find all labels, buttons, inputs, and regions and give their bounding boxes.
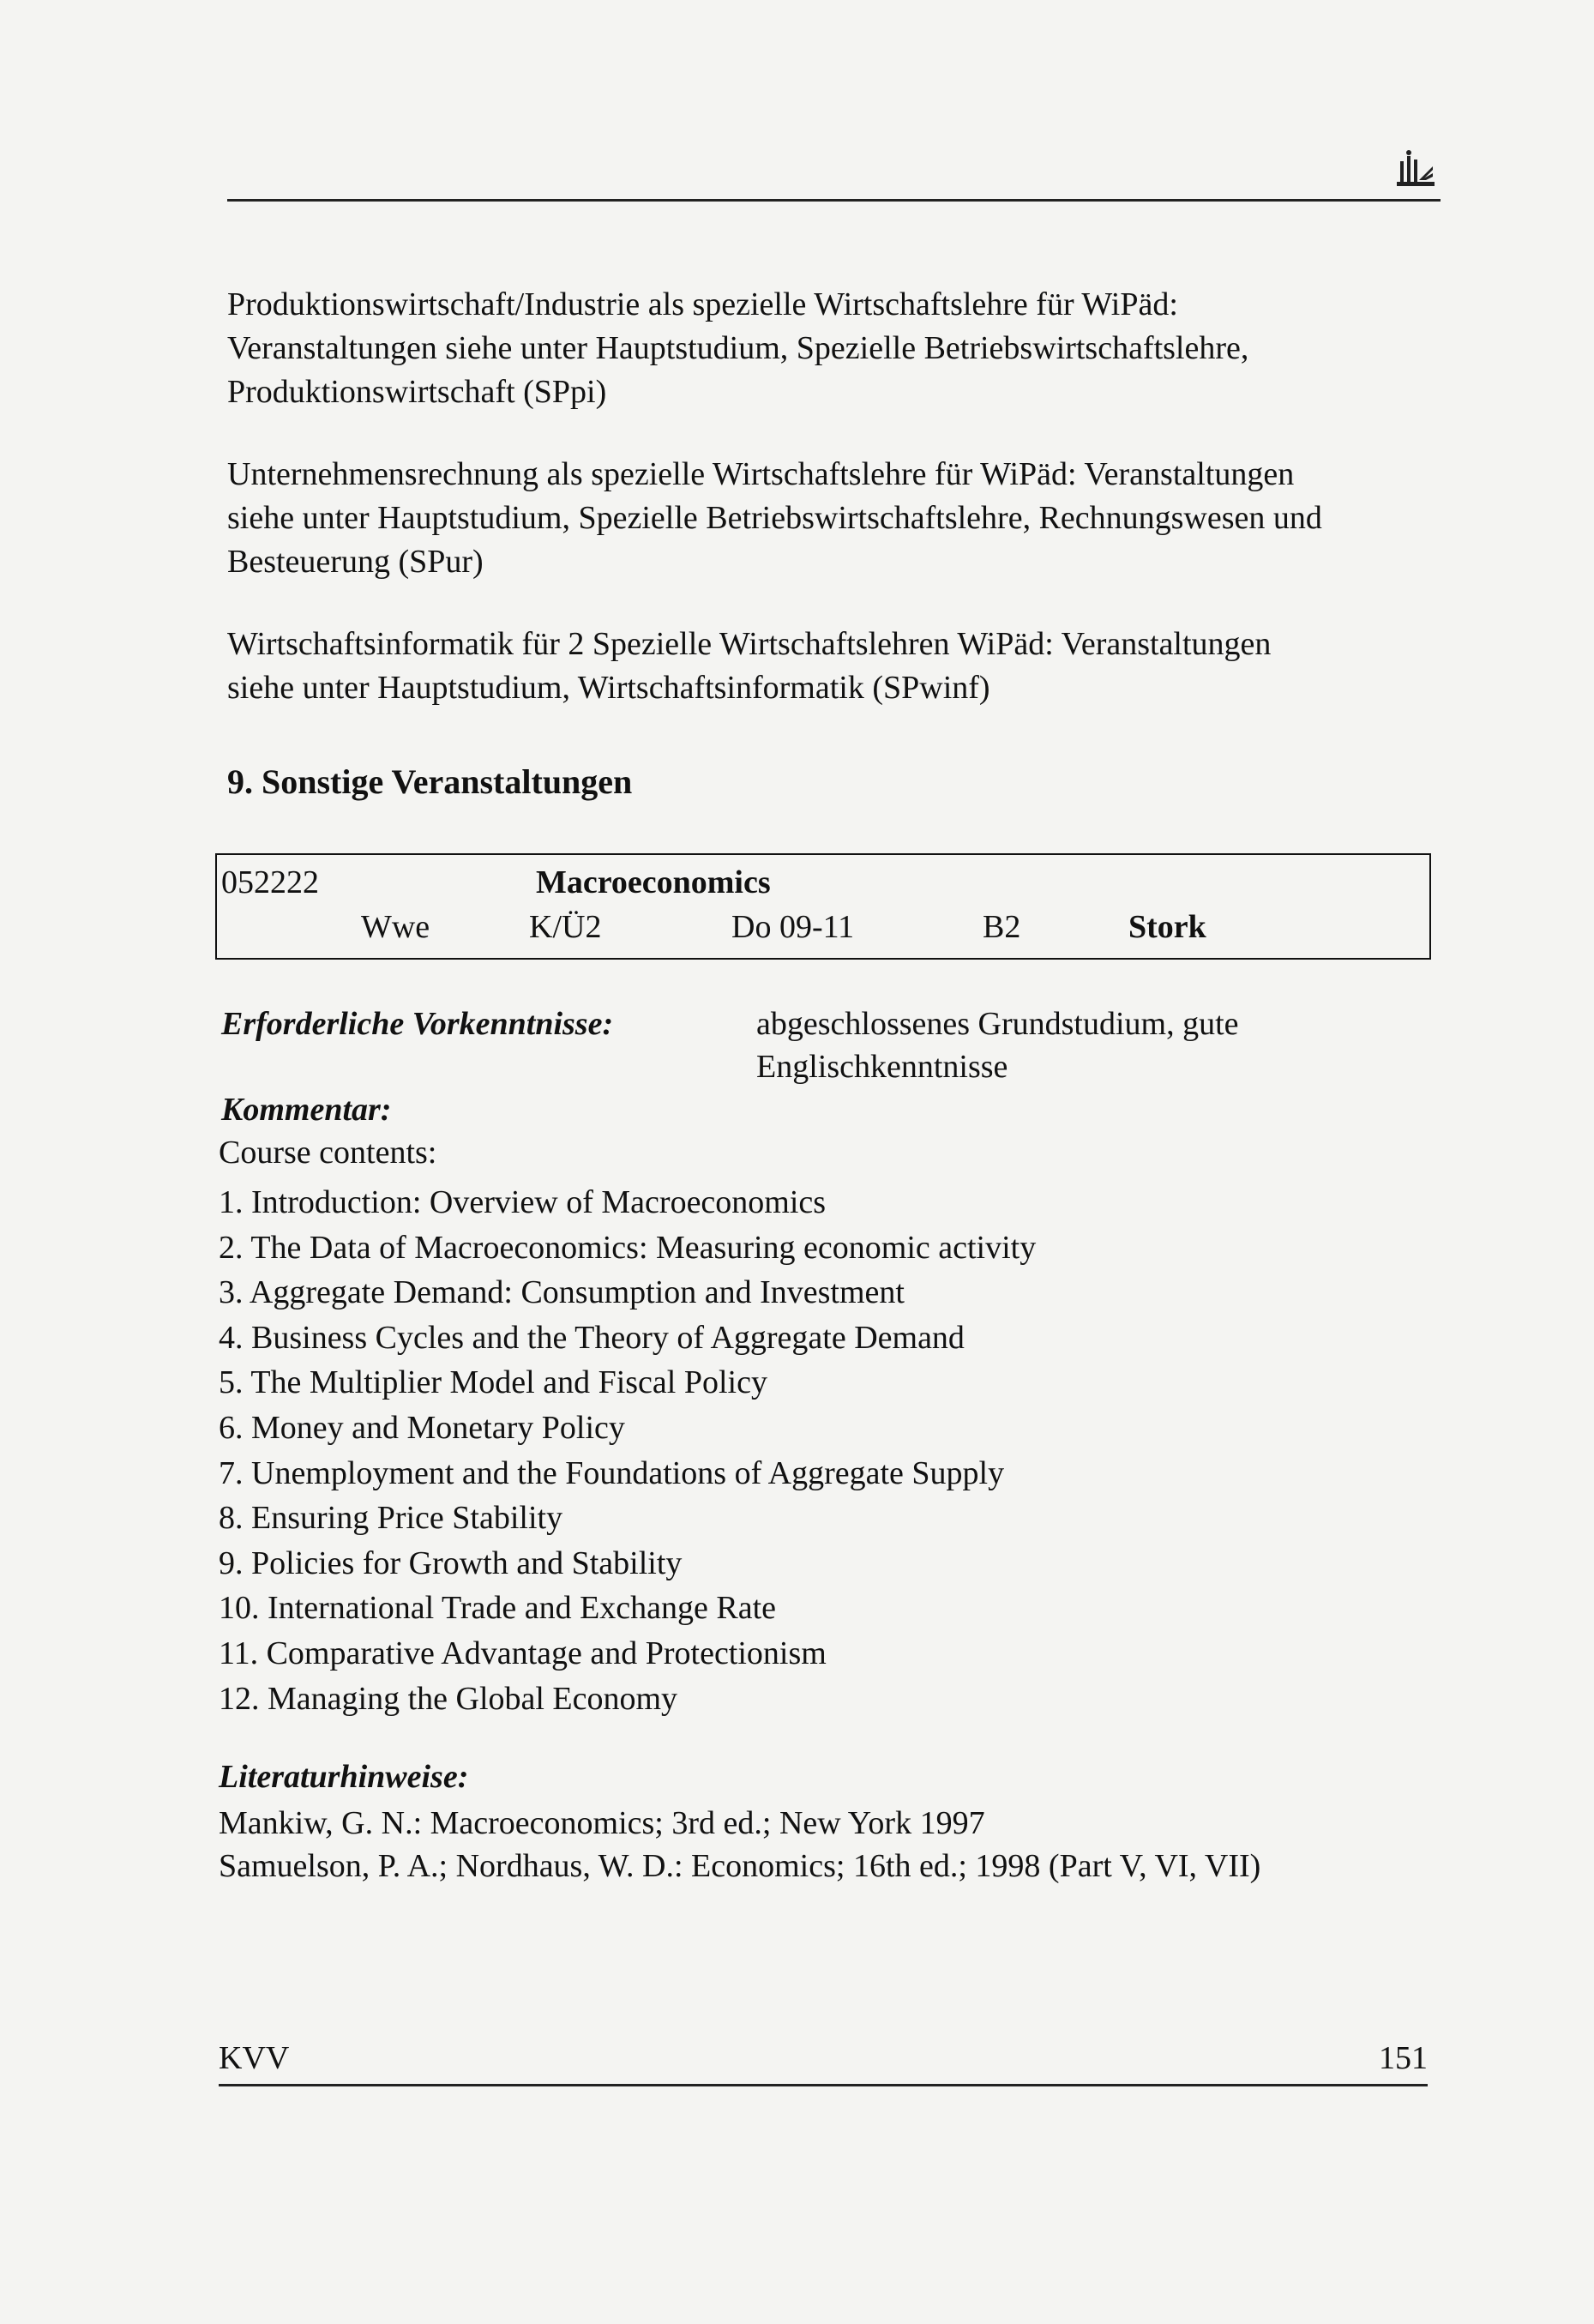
literature-ref: Mankiw, G. N.: Macroeconomics; 3rd ed.; New York 1997 — [219, 1805, 985, 1841]
paragraph-line: Unternehmensrechnung als spezielle Wirtschaftslehre für WiPäd: Veranstaltungen — [227, 456, 1295, 492]
course-type: Wwe — [361, 909, 430, 945]
course-time: Do 09-11 — [731, 909, 855, 945]
list-item: 10. International Trade and Exchange Rate — [219, 1590, 777, 1627]
paragraph-produktionswirtschaft — [227, 283, 1445, 414]
paragraph-unternehmensrechnung — [227, 453, 1445, 584]
paragraph-line: Produktionswirtschaft (SPpi) — [227, 374, 607, 410]
list-item: 8. Ensuring Price Stability — [219, 1500, 563, 1537]
header-rule — [227, 199, 1441, 202]
paragraph-line: Veranstaltungen siehe unter Hauptstudium, Spezielle Betriebswirtschaftslehre, — [227, 330, 1249, 366]
paragraph-wirtschaftsinformatik — [227, 623, 1445, 710]
course-format: K/Ü2 — [529, 909, 602, 945]
paragraph-line: Besteuerung (SPur) — [227, 544, 484, 580]
prerequisites-label: Erforderliche Vorkenntnisse: — [221, 1006, 614, 1042]
paragraph-line: Wirtschaftsinformatik für 2 Spezielle Wirtschaftslehren WiPäd: Veranstaltungen — [227, 626, 1272, 662]
course-info-box — [215, 853, 1431, 960]
paragraph-line: siehe unter Hauptstudium, Wirtschaftsinformatik (SPwinf) — [227, 670, 990, 706]
prerequisites-line: abgeschlossenes Grundstudium, gute — [756, 1006, 1239, 1042]
course-lecturer: Stork — [1128, 909, 1206, 945]
list-item: 9. Policies for Growth and Stability — [219, 1544, 683, 1581]
course-contents-list — [219, 1180, 1036, 1721]
paragraph-line: Produktionswirtschaft/Industrie als spezielle Wirtschaftslehre für WiPäd: — [227, 286, 1178, 322]
section-heading: 9. Sonstige Veranstaltungen — [227, 762, 633, 801]
literature-label: Literaturhinweise: — [219, 1759, 469, 1795]
footer-rule — [219, 2084, 1428, 2086]
list-item: 6. Money and Monetary Policy — [219, 1409, 625, 1446]
list-item: 3. Aggregate Demand: Consumption and Investment — [219, 1274, 905, 1311]
institution-logo-icon — [1393, 148, 1438, 192]
page-number: 151 — [1379, 2040, 1428, 2076]
list-item: 2. The Data of Macroeconomics: Measuring economic activity — [219, 1229, 1037, 1266]
list-item: 4. Business Cycles and the Theory of Aggregate Demand — [219, 1319, 965, 1356]
footer-label: KVV — [219, 2040, 290, 2076]
course-number: 052222 — [221, 864, 319, 900]
course-contents-intro: Course contents: — [219, 1135, 437, 1171]
list-item: 5. The Multiplier Model and Fiscal Policy — [219, 1364, 767, 1401]
list-item: 12. Managing the Global Economy — [219, 1680, 678, 1717]
course-room: B2 — [983, 909, 1021, 945]
literature-ref: Samuelson, P. A.; Nordhaus, W. D.: Economics; 16th ed.; 1998 (Part V, VI, VII) — [219, 1848, 1261, 1884]
list-item: 1. Introduction: Overview of Macroeconomics — [219, 1184, 827, 1220]
prerequisites-line: Englischkenntnisse — [756, 1049, 1008, 1085]
paragraph-line: siehe unter Hauptstudium, Spezielle Betriebswirtschaftslehre, Rechnungswesen und — [227, 500, 1322, 536]
list-item: 7. Unemployment and the Foundations of Aggregate Supply — [219, 1454, 1005, 1491]
list-item: 11. Comparative Advantage and Protectionism — [219, 1635, 827, 1671]
comment-label: Kommentar: — [221, 1092, 392, 1128]
course-title: Macroeconomics — [536, 864, 771, 900]
